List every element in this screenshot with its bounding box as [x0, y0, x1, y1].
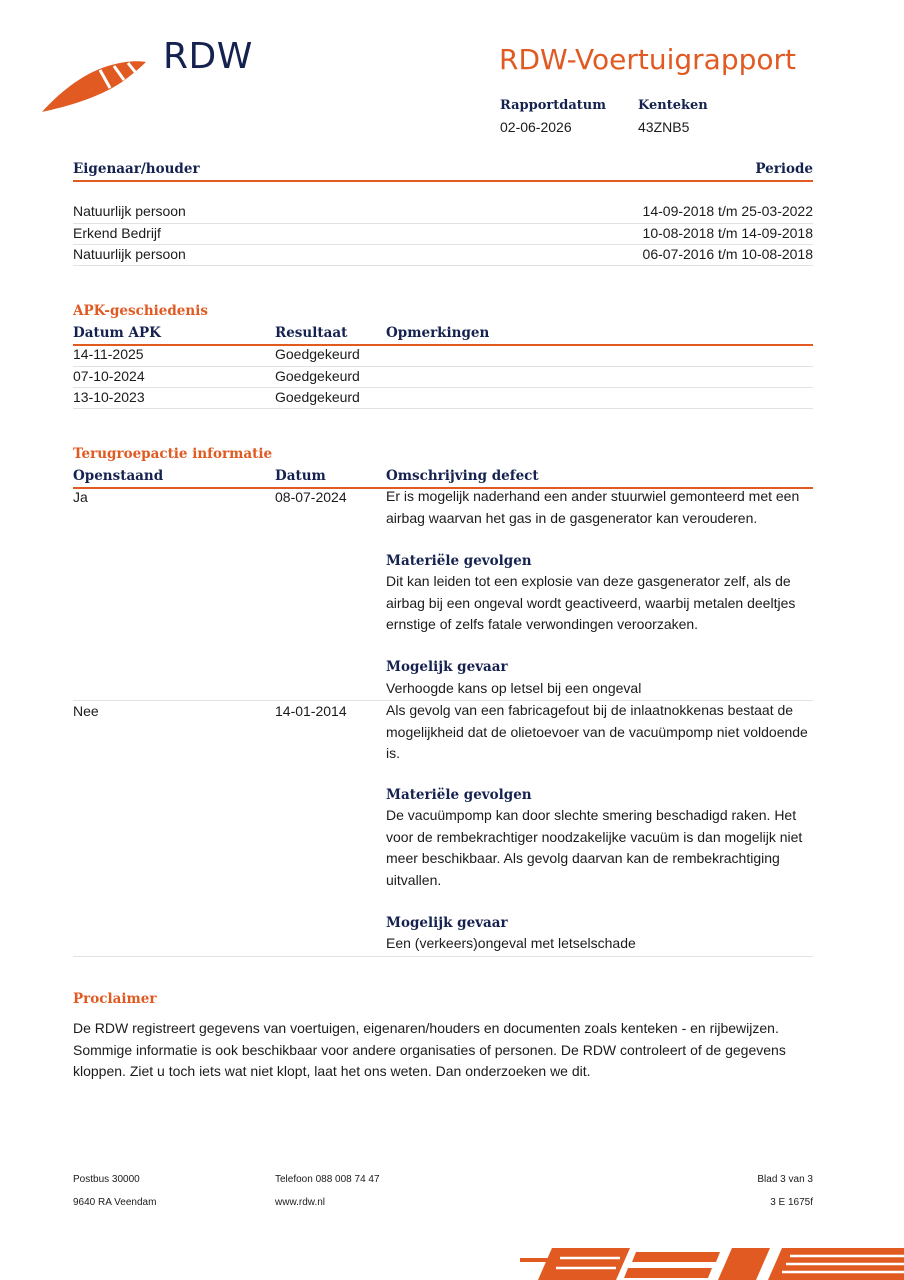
apk-col-result: Resultaat [275, 325, 348, 341]
report-date-label: Rapportdatum [500, 98, 606, 113]
owner-row-3-owner: Natuurlijk persoon [73, 246, 186, 262]
footer-phone: Telefoon 088 008 74 47 [275, 1174, 380, 1185]
recall-col-desc: Omschrijving defect [386, 468, 539, 484]
recall-col-date: Datum [275, 468, 326, 484]
apk-row-3-result: Goedgekeurd [275, 389, 360, 405]
recall-row-2-material: De vacuümpomp kan door slechte smering beschadigd raken. Het voor de rembekrachtiger noodzakelijke vacuüm is dan mogelijk niet meer beschikbaar. Als gevolg daarvan kan de rembekrachtiging uitvallen. [386, 807, 803, 888]
recall-row-1-description: Er is mogelijk naderhand een ander stuurwiel gemonteerd met een airbag waarvan het gas in de gasgenerator kan verouderen. [386, 488, 800, 526]
row-divider [73, 265, 813, 266]
footer-postbox: Postbus 30000 [73, 1174, 140, 1185]
proclaimer-text: De RDW registreert gegevens van voertuigen, eigenaren/houders en documenten zoals kenteken - en rijbewijzen. Sommige informatie is ook beschikbaar voor andere organisaties of personen. De RDW controleert of de gegevens kloppen. Ziet u toch iets wat niet klopt, laat het ons weten. Dan onderzoeken we dit. [73, 1020, 786, 1079]
recall-row-1-danger-label: Mogelijk gevaar [386, 659, 508, 675]
recall-row-2-danger: Een (verkeers)ongeval met letselschade [386, 935, 636, 951]
footer-web-link[interactable]: www.rdw.nl [275, 1197, 326, 1208]
apk-col-remarks: Opmerkingen [386, 325, 490, 341]
recall-col-open: Openstaand [73, 468, 164, 484]
owner-row-3-period: 06-07-2016 t/m 10-08-2018 [642, 246, 813, 262]
row-divider [73, 244, 813, 245]
plate-value: 43ZNB5 [638, 119, 690, 135]
decorative-stripes-icon [520, 1244, 904, 1280]
apk-col-date: Datum APK [73, 325, 161, 341]
apk-title: APK-geschiedenis [73, 303, 208, 319]
owners-col-owner: Eigenaar/houder [73, 161, 200, 177]
recall-row-2-open: Nee [73, 703, 99, 719]
footer-city: 9640 RA Veendam [73, 1197, 157, 1208]
row-divider [73, 223, 813, 224]
recall-title: Terugroepactie informatie [73, 446, 273, 462]
owner-row-2-owner: Erkend Bedrijf [73, 225, 161, 241]
owners-divider [73, 180, 813, 182]
proclaimer-title: Proclaimer [73, 991, 157, 1007]
owner-row-2-period: 10-08-2018 t/m 14-09-2018 [642, 225, 813, 241]
row-divider [73, 408, 813, 409]
row-divider [73, 387, 813, 388]
owner-row-1-period: 14-09-2018 t/m 25-03-2022 [642, 203, 813, 219]
recall-row-2-description: Als gevolg van een fabricagefout bij de inlaatnokkenas bestaat de mogelijkheid dat de olietoevoer van de vacuümpomp niet voldoende is. [386, 702, 808, 761]
recall-row-1-danger: Verhoogde kans op letsel bij een ongeval [386, 680, 642, 696]
report-title: RDW-Voertuigrapport [499, 43, 796, 76]
plate-label: Kenteken [638, 98, 708, 113]
apk-divider [73, 344, 813, 346]
recall-row-1-open: Ja [73, 489, 88, 505]
apk-row-1-result: Goedgekeurd [275, 346, 360, 362]
footer-page-number: Blad 3 van 3 [757, 1174, 813, 1185]
row-divider [73, 956, 813, 957]
recall-row-2-material-label: Materiële gevolgen [386, 787, 532, 803]
rdw-logo-icon [40, 58, 148, 114]
apk-row-2-result: Goedgekeurd [275, 368, 360, 384]
apk-row-1-date: 14-11-2025 [73, 346, 144, 362]
apk-row-3-date: 13-10-2023 [73, 389, 145, 405]
recall-row-2-date: 14-01-2014 [275, 703, 347, 719]
rdw-logo-text: RDW [163, 36, 253, 77]
recall-row-2-danger-label: Mogelijk gevaar [386, 915, 508, 931]
apk-row-2-date: 07-10-2024 [73, 368, 145, 384]
footer-code: 3 E 1675f [770, 1197, 813, 1208]
owner-row-1-owner: Natuurlijk persoon [73, 203, 186, 219]
recall-row-1-date: 08-07-2024 [275, 489, 347, 505]
recall-row-1-material: Dit kan leiden tot een explosie van deze gasgenerator zelf, als de airbag bij een ongeval wordt geactiveerd, waarbij metalen deeltjes ernstige of zelfs fatale verwondingen veroorzaken. [386, 573, 796, 632]
owners-col-period: Periode [755, 161, 813, 177]
report-date-value: 02-06-2026 [500, 119, 572, 135]
recall-row-1-material-label: Materiële gevolgen [386, 553, 532, 569]
row-divider [73, 366, 813, 367]
